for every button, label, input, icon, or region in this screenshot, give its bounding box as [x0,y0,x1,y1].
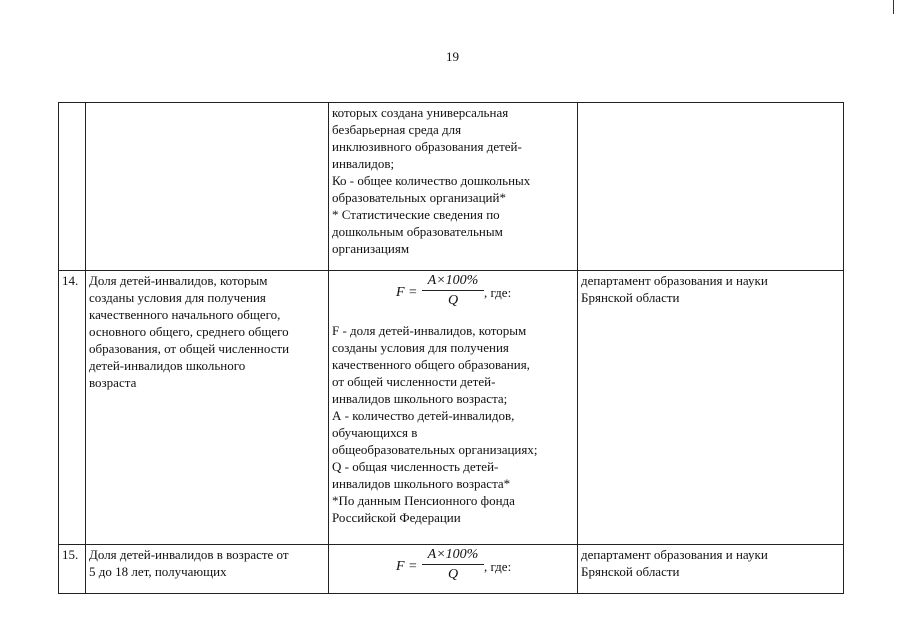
indicators-table [58,102,844,594]
name-line: Доля детей-инвалидов, которым [89,273,268,288]
formula-lhs: F = [396,285,418,300]
method-line: качественного общего образования, [332,357,530,372]
cell-indicator-name [86,271,329,545]
cell-number: 14. [59,271,86,545]
name-line: качественного начального общего, [89,307,281,322]
formula-fraction [422,272,484,309]
table-row-15 [59,545,844,594]
method-line: безбарьерная среда для [332,122,462,137]
formula-denominator: Q [447,293,459,308]
method-line: инвалидов школьного возраста* [332,476,511,491]
formula-numerator: A×100% [422,272,484,291]
method-line: обучающихся в [332,425,418,440]
source-line: департамент образования и науки [581,273,768,288]
method-line: Российской Федерации [332,510,461,525]
name-line: Доля детей-инвалидов в возрасте от [89,547,289,562]
table-row-14 [59,271,844,545]
method-line: Ко - общее количество дошкольных [332,173,531,188]
source-line: Брянской области [581,564,680,579]
name-line: основного общего, среднего общего [89,324,289,339]
name-line: образования, от общей численности [89,341,290,356]
method-line: дошкольным образовательным [332,224,503,239]
name-line: возраста [89,375,137,390]
method-line: А - количество детей-инвалидов, [332,408,515,423]
method-line: образовательных организаций* [332,190,506,205]
name-line: детей-инвалидов школьного [89,358,246,373]
cell-calculation-method [329,103,578,271]
source-line: Брянской области [581,290,680,305]
method-line: Q - общая численность детей- [332,459,499,474]
formula-lhs: F = [396,559,418,574]
cell-calculation-method [329,271,578,545]
formula-tail: , где: [484,285,512,300]
method-line: *По данным Пенсионного фонда [332,493,515,508]
cell-number [59,103,86,271]
source-line: департамент образования и науки [581,547,768,562]
name-line: 5 до 18 лет, получающих [89,564,227,579]
method-line: которых создана универсальная [332,105,509,120]
method-line: от общей численности детей- [332,374,496,389]
method-line: созданы условия для получения [332,340,509,355]
cell-number: 15. [59,545,86,594]
method-line: организациям [332,241,410,256]
name-line: созданы условия для получения [89,290,266,305]
cell-indicator-name [86,545,329,594]
scan-edge-mark [893,0,894,14]
formula-tail: , где: [484,559,512,574]
table-row-continuation [59,103,844,271]
method-line: * Статистические сведения по [332,207,500,222]
method-line: инвалидов; [332,156,395,171]
formula [332,272,574,312]
formula-fraction [422,546,484,583]
method-line: F - доля детей-инвалидов, которым [332,323,527,338]
page-number: 19 [446,49,459,64]
cell-source [578,271,844,545]
formula-numerator: A×100% [422,546,484,565]
cell-indicator-name [86,103,329,271]
method-line: инклюзивного образования детей- [332,139,522,154]
formula [332,546,574,586]
method-line: общеобразовательных организациях; [332,442,538,457]
cell-source [578,103,844,271]
method-line: инвалидов школьного возраста; [332,391,508,406]
formula-denominator: Q [447,567,459,582]
cell-source [578,545,844,594]
cell-calculation-method [329,545,578,594]
